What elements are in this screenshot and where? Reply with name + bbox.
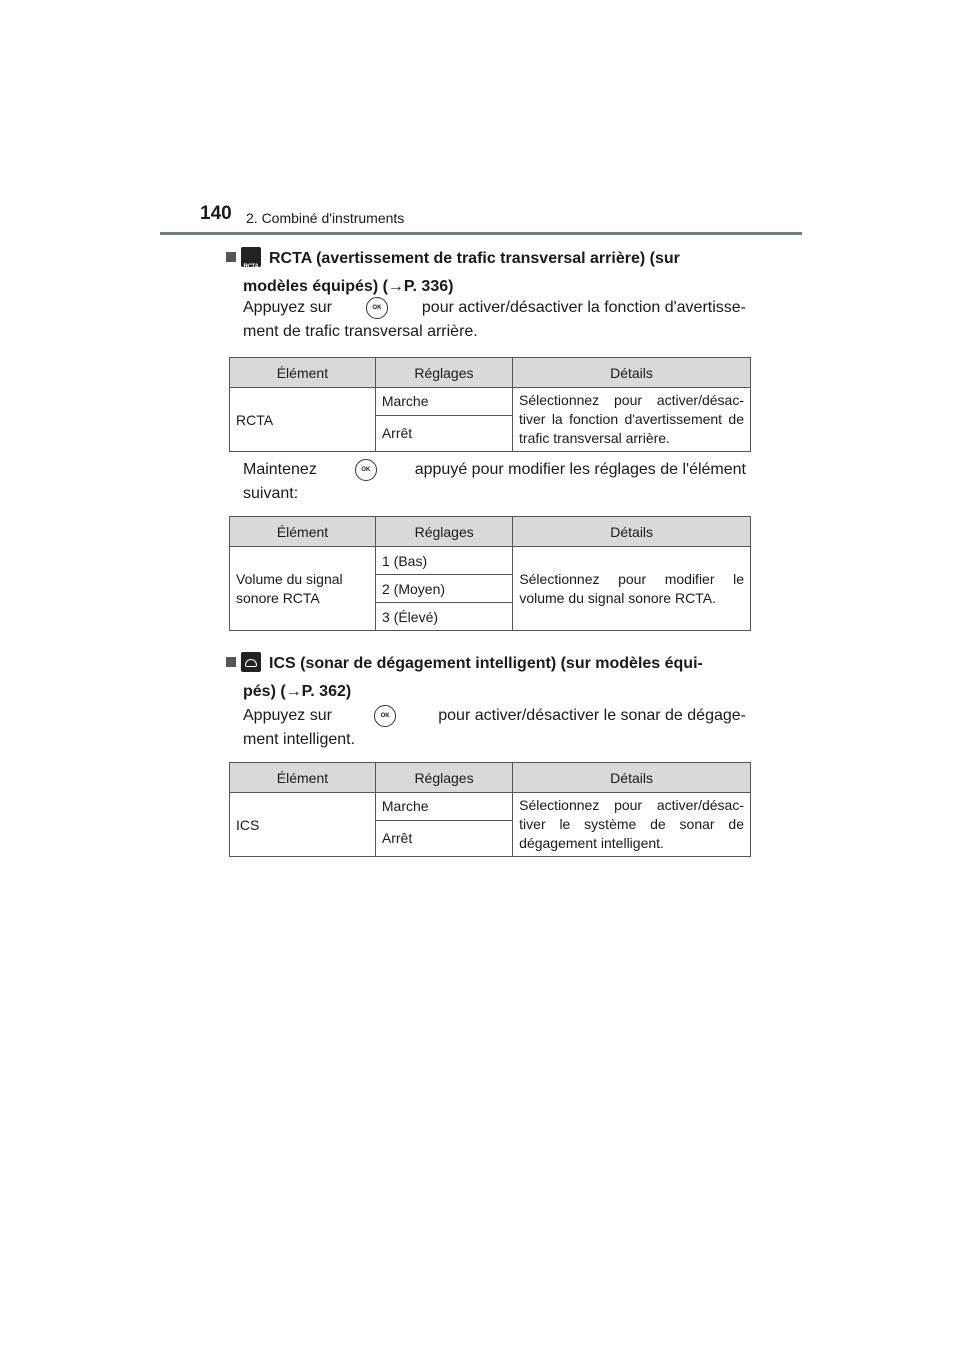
ics-icon <box>241 652 261 672</box>
rcta-instr-part2: pour activer/désactiver la fonction d'avertisse- <box>421 299 746 316</box>
rcta-volume-table <box>229 516 751 631</box>
rcta-icon <box>241 247 261 267</box>
ics-title-line1: ICS (sonar de dégagement intelligent) (sur modèles équi- <box>269 655 703 672</box>
table-cell-item: RCTA <box>230 388 376 452</box>
table-cell-item: Volume du signal sonore RCTA <box>230 547 376 631</box>
rcta-table <box>229 357 751 452</box>
hold-instr-part2: appuyé pour modifier les réglages de l'élément <box>414 461 746 478</box>
col-header-settings: Réglages <box>376 517 513 547</box>
table-cell-setting: Marche <box>375 388 512 416</box>
ics-instr-part1: Appuyez sur <box>243 707 332 724</box>
col-header-element: Élément <box>230 517 376 547</box>
table-cell-detail: Sélectionnez pour activer/désac-tiver la fonction d'avertissement de trafic transversal arrière. <box>513 388 751 452</box>
col-header-settings: Réglages <box>375 358 512 388</box>
table-cell-setting: Arrêt <box>375 820 512 856</box>
table-cell-item: ICS <box>230 793 376 857</box>
table-cell-setting: 1 (Bas) <box>376 547 513 575</box>
col-header-details: Détails <box>513 763 751 793</box>
header-rule <box>160 232 802 235</box>
rcta-title-line1: RCTA (avertissement de trafic transversal arrière) (sur <box>269 250 680 267</box>
rcta-instr-part1: Appuyez sur <box>243 299 332 316</box>
table-cell-setting: Marche <box>375 793 512 821</box>
table-cell-detail: Sélectionnez pour modifier le volume du signal sonore RCTA. <box>513 547 751 631</box>
col-header-element: Élément <box>230 358 376 388</box>
table-cell-setting: 2 (Moyen) <box>376 575 513 603</box>
table-cell-setting: Arrêt <box>375 415 512 451</box>
table-cell-setting: 3 (Élevé) <box>376 603 513 631</box>
ok-button-icon: OK <box>374 705 396 727</box>
ics-instr-part2: pour activer/désactiver le sonar de dégage- <box>438 707 746 724</box>
bullet-square-icon <box>226 252 236 262</box>
ics-instr-part3: ment intelligent. <box>243 731 356 748</box>
rcta-hold-instruction <box>243 458 746 506</box>
ics-heading <box>226 650 746 706</box>
ok-button-icon: OK <box>355 459 377 481</box>
bullet-square-icon <box>226 657 236 667</box>
hold-instr-part1: Maintenez <box>243 461 317 478</box>
rcta-title-line2: modèles équipés) (→P. 336) <box>243 278 454 295</box>
col-header-element: Élément <box>230 763 376 793</box>
rcta-instr-part3: ment de trafic transversal arrière. <box>243 323 478 340</box>
ok-button-icon: OK <box>366 297 388 319</box>
col-header-details: Détails <box>513 358 751 388</box>
ics-title-line2: pés) (→P. 362) <box>243 683 352 700</box>
ics-table <box>229 762 751 857</box>
chapter-title: 2. Combiné d'instruments <box>246 210 405 226</box>
ics-instruction <box>243 704 746 752</box>
col-header-details: Détails <box>513 517 751 547</box>
table-cell-detail: Sélectionnez pour activer/désac-tiver le système de sonar de dégagement intelligent. <box>513 793 751 857</box>
rcta-instruction <box>243 296 746 344</box>
hold-instr-part3: suivant: <box>243 485 299 502</box>
page-number: 140 <box>200 203 232 224</box>
rcta-heading <box>226 245 746 301</box>
col-header-settings: Réglages <box>375 763 512 793</box>
